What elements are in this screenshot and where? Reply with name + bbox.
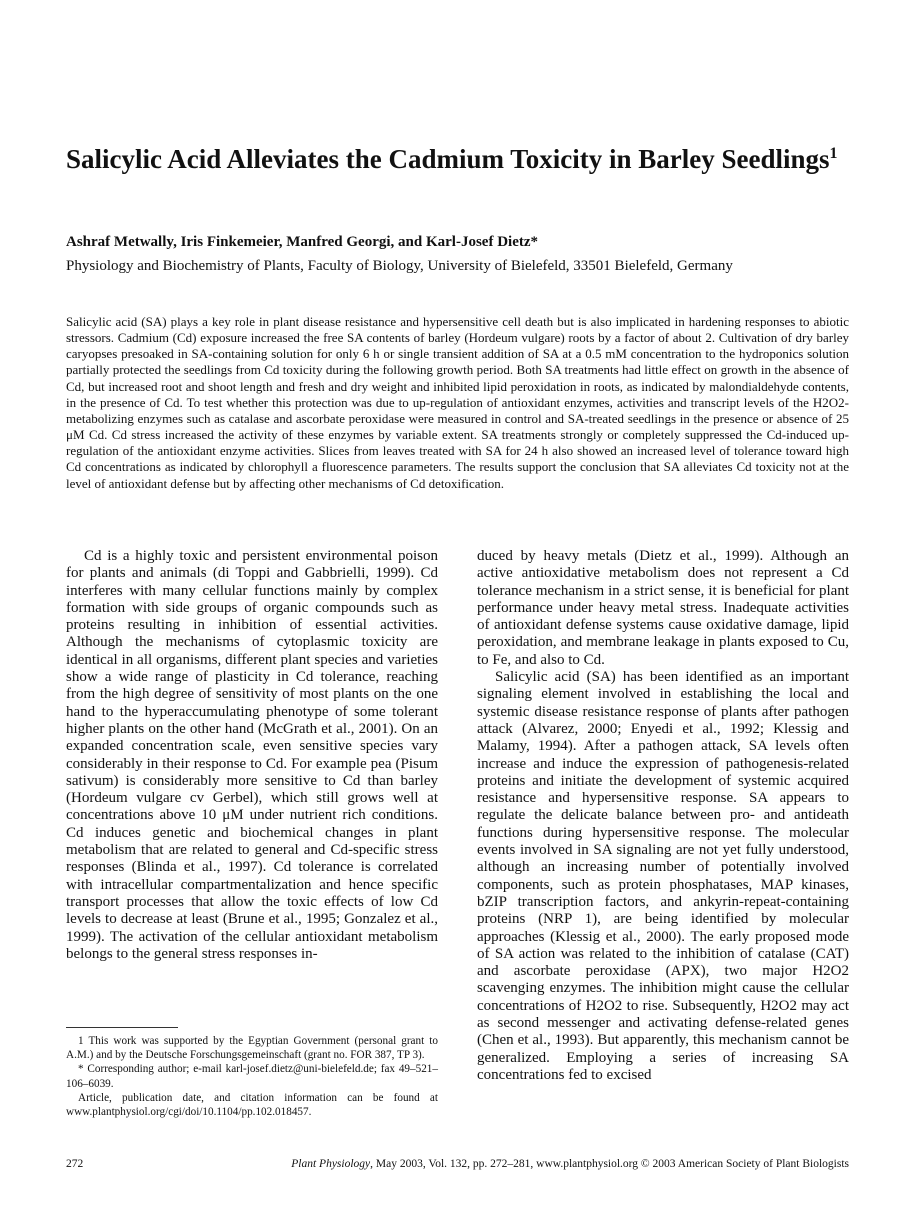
article-title <box>66 137 866 176</box>
title-text: Salicylic Acid Alleviates the Cadmium Toxicity in Barley Seedlings <box>66 144 830 174</box>
body-column-right <box>477 548 849 1084</box>
body-column-left <box>66 548 438 963</box>
abstract: Salicylic acid (SA) plays a key role in plant disease resistance and hypersensitive cell death but is also implicated in hardening responses to abiotic stressors. Cadmium (Cd) exposure increased the free SA contents of barley (Hordeum vulgare) roots by a factor of about 2. Cultivation of dry barley caryopses presoaked in SA-containing solution for only 6 h or single transient addition of SA at a 0.5 mM concentration to the hydroponics solution partially protected the seedlings from Cd toxicity during the following growth period. Both SA treatments had little effect on growth in the absence of Cd, but increased root and shoot length and fresh and dry weight and inhibited lipid peroxidation in roots, as indicated by malondialdehyde contents, in the presence of Cd. To test whether this protection was due to up-regulation of antioxidant enzymes, activities and transcript levels of the H2O2-metabolizing enzymes such as catalase and ascorbate peroxidase were measured in control and SA-treated seedlings in the presence or absence of 25 μM Cd. Cd stress increased the activity of these enzymes by variable extent. SA treatments strongly or completely suppressed the Cd-induced up-regulation of the antioxidant enzyme activities. Slices from leaves treated with SA for 24 h also showed an increased level of tolerance toward high Cd concentrations as indicated by chlorophyll a fluorescence parameters. The results support the conclusion that SA alleviates Cd toxicity not at the level of antioxidant defense but by affecting other mechanisms of Cd detoxification. <box>66 314 849 491</box>
footnotes <box>66 1034 438 1119</box>
body-paragraph: Cd is a highly toxic and persistent environmental poison for plants and animals (di Toppi and Gabbrielli, 1999). Cd interferes with many cellular functions mainly by complex formation with side groups of organic compounds such as proteins resulting in inhibition of essential activities. Although the mechanisms of cytoplasmic toxicity are identical in all organisms, different plant species and varieties show a wide range of plasticity in Cd tolerance, reaching from the high degree of sensitivity of most plants on the one hand to the hyperaccumulating phenotype of some tolerant higher plants on the other hand (McGrath et al., 2001). On an expanded concentration scale, even sensitive species vary considerably in their response to Cd. For example pea (Pisum sativum) is considerably more sensitive to Cd than barley (Hordeum vulgare cv Gerbel), which still grows well at concentrations above 10 μM under nutrient rich conditions. Cd induces genetic and biochemical changes in plant metabolism that are related to general and Cd-specific stress responses (Blinda et al., 1997). Cd tolerance is correlated with intracellular compartmentalization and hence specific transport processes that allow the toxic effects of low Cd levels to decrease at least (Brune et al., 1995; Gonzalez et al., 1999). The activation of the cellular antioxidant metabolism belongs to the general stress responses in- <box>66 548 438 962</box>
footnote-funding: 1 This work was supported by the Egyptian Government (personal grant to A.M.) and by the Deutsche Forschungsgemeinschaft (grant no. FOR 387, TP 3). <box>66 1035 438 1062</box>
author-list: Ashraf Metwally, Iris Finkemeier, Manfred Georgi, and Karl-Josef Dietz* <box>66 234 539 250</box>
body-paragraph: duced by heavy metals (Dietz et al., 1999). Although an active antioxidative metabolism does not represent a Cd tolerance mechanism in a strict sense, it is beneficial for plant performance under heavy metal stress. Inadequate activities of antioxidant defense systems cause oxidative damage, lipid peroxidation, and membrane leakage in plants exposed to Cu, to Fe, and also to Cd. <box>477 548 849 668</box>
footnote-citation-info: Article, publication date, and citation information can be found at www.plantphysiol.org/cgi/doi/10.1104/pp.102.018457. <box>66 1091 438 1119</box>
journal-citation <box>291 1158 849 1170</box>
footnote-corresponding-author: * Corresponding author; e-mail karl-josef.dietz@uni-bielefeld.de; fax 49–521–106–6039. <box>66 1063 438 1090</box>
footnote-divider <box>66 1027 178 1028</box>
body-paragraph: Salicylic acid (SA) has been identified as an important signaling element involved in establishing the local and systemic disease resistance response of plants after pathogen attack (Alvarez, 2000; Enyedi et al., 1992; Klessig and Malamy, 1994). After a pathogen attack, SA levels often increase and induce the expression of pathogenesis-related proteins and initiate the development of systemic acquired resistance and hypersensitive response. SA appears to regulate the delicate balance between pro- and antideath functions during hypersensitive response. The molecular events involved in SA signaling are not yet fully understood, although an increasing number of potentially involved components, such as protein phosphatases, MAP kinases, bZIP transcription factors, and ankyrin-repeat-containing proteins (NRP 1), are being identified by molecular approaches (Klessig et al., 2000). The early proposed mode of SA action was related to the inhibition of catalase (CAT) and ascorbate peroxidase (APX), two major H2O2 scavenging enzymes. The inhibition might cause the cellular concentrations of H2O2 to rise. Subsequently, H2O2 may act as second messenger and activating defense-related genes (Chen et al., 1993). But apparently, this mechanism cannot be generalized. Employing a series of increasing SA concentrations fed to excised <box>477 669 849 1083</box>
affiliation: Physiology and Biochemistry of Plants, Faculty of Biology, University of Bielefeld, 33501 Bielefeld, Germany <box>66 258 733 274</box>
page-number: 272 <box>66 1158 84 1170</box>
citation-text: , May 2003, Vol. 132, pp. 272–281, www.plantphysiol.org © 2003 American Society of Plant Biologists <box>370 1158 849 1170</box>
title-footnote-mark: 1 <box>829 145 838 162</box>
journal-name: Plant Physiology <box>291 1158 371 1170</box>
